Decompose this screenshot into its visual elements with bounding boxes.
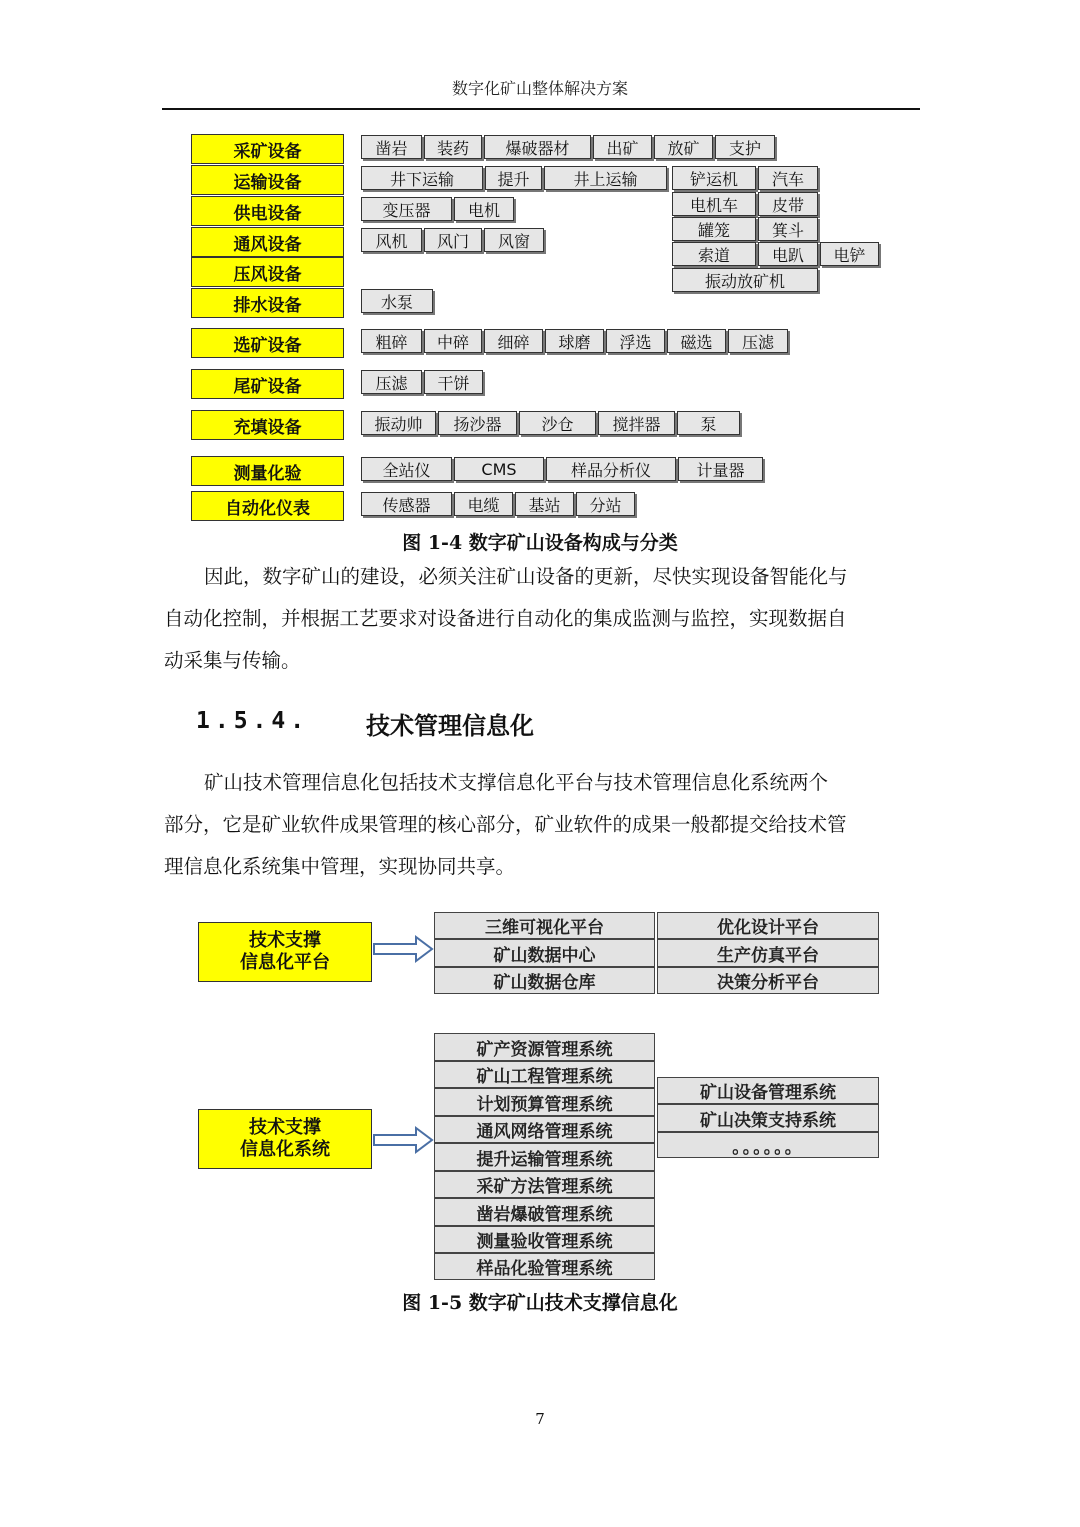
category-ventilation: 通风设备 [191,227,344,257]
item-cell: 电趴 [758,242,818,266]
system-item: 矿山工程管理系统 [434,1061,655,1088]
platform-item: 矿山数据仓库 [434,967,655,994]
section-number: 1.5.4. [196,708,310,734]
category-automation: 自动化仪表 [191,491,344,521]
platform-item: 优化设计平台 [657,912,879,939]
item-cell: 井上运输 [544,166,667,190]
item-cell: 汽车 [758,166,818,190]
system-item: 提升运输管理系统 [434,1143,655,1171]
item-cell: 井下运输 [361,166,483,190]
item-cell: 爆破器材 [484,135,591,159]
system-box [198,1109,372,1169]
category-compressed-air: 压风设备 [191,257,344,287]
system-line: 技术支撑 [249,1117,321,1138]
item-cell: 粗碎 [361,329,422,353]
item-cell: 提升 [485,166,542,190]
item-cell: 球磨 [545,329,604,353]
item-cell: 索道 [672,242,756,266]
item-cell: 中碎 [424,329,482,353]
item-cell: 压滤 [361,370,422,394]
category-tailings: 尾矿设备 [191,369,344,399]
item-cell: 基站 [515,492,574,516]
platform-item: 决策分析平台 [657,967,879,994]
platform-item: 生产仿真平台 [657,939,879,967]
item-cell: 电铲 [820,242,879,266]
item-cell: 放矿 [654,135,713,159]
system-item: 采矿方法管理系统 [434,1171,655,1198]
section-title: 技术管理信息化 [366,712,534,740]
paragraph [164,556,920,682]
system-item: 凿岩爆破管理系统 [434,1198,655,1226]
paragraph-line: 矿山技术管理信息化包括技术支撑信息化平台与技术管理信息化系统两个 [204,771,829,794]
item-cell: 支护 [715,135,775,159]
item-cell: 搅拌器 [598,411,675,435]
category-filling: 充填设备 [191,410,344,440]
paragraph-line: 自动化控制，并根据工艺要求对设备进行自动化的集成监测与监控，实现数据自 [164,607,847,630]
arrow-right-icon [372,934,436,964]
item-cell: 传感器 [361,492,452,516]
item-cell: 细碎 [484,329,543,353]
item-cell: 振动放矿机 [672,268,818,292]
item-cell: 振动帅 [361,411,436,435]
item-cell: 风窗 [484,228,544,252]
category-transport: 运输设备 [191,165,344,195]
category-dressing: 选矿设备 [191,328,344,358]
item-cell: 压滤 [728,329,788,353]
item-cell: 凿岩 [361,135,422,159]
item-cell: 变压器 [361,197,452,221]
item-cell: 磁选 [667,329,726,353]
header-rule [162,108,920,110]
item-cell: 干饼 [424,370,483,394]
figure-caption: 图 1-4 数字矿山设备构成与分类 [402,532,678,554]
system-item: 通风网络管理系统 [434,1116,655,1143]
system-item: 计划预算管理系统 [434,1088,655,1116]
paragraph [164,762,920,888]
paragraph-line: 理信息化系统集中管理，实现协同共享。 [164,855,516,878]
paragraph-line: 因此，数字矿山的建设，必须关注矿山设备的更新，尽快实现设备智能化与 [204,565,848,588]
item-cell: 分站 [576,492,635,516]
item-cell: 全站仪 [361,457,452,481]
category-mining: 采矿设备 [191,134,344,164]
category-drainage: 排水设备 [191,288,344,318]
platform-box [198,922,372,982]
item-cell: 罐笼 [672,217,756,241]
page-header: 数字化矿山整体解决方案 [451,79,628,98]
item-cell: 计量器 [678,457,763,481]
category-survey: 测量化验 [191,456,344,486]
category-power: 供电设备 [191,196,344,226]
item-cell: 皮带 [758,192,818,216]
system-line: 信息化系统 [240,1139,330,1160]
item-cell: 沙仓 [519,411,596,435]
system-item: 矿山设备管理系统 [657,1077,879,1104]
system-item: 矿产资源管理系统 [434,1033,655,1061]
platform-line: 技术支撑 [249,930,321,951]
item-cell: 电机车 [672,192,756,216]
arrow-right-icon [372,1125,436,1155]
item-cell: 电机 [454,197,514,221]
platform-item: 矿山数据中心 [434,939,655,967]
item-cell: 铲运机 [672,166,756,190]
item-cell: 浮选 [606,329,665,353]
system-item: 测量验收管理系统 [434,1226,655,1253]
item-cell: 装药 [424,135,482,159]
figure-caption: 图 1-5 数字矿山技术支撑信息化 [402,1292,678,1314]
paragraph-line: 部分，它是矿业软件成果管理的核心部分，矿业软件的成果一般都提交给技术管 [164,813,847,836]
paragraph-line: 动采集与传输。 [164,649,301,672]
platform-item: 三维可视化平台 [434,912,655,939]
item-cell: 电缆 [454,492,513,516]
item-cell: 风门 [424,228,482,252]
system-item: 样品化验管理系统 [434,1253,655,1280]
item-cell: 箕斗 [758,217,818,241]
item-cell: 扬沙器 [438,411,517,435]
item-cell: 水泵 [361,289,433,313]
item-cell: 泵 [677,411,740,435]
platform-line: 信息化平台 [240,952,330,973]
item-cell: 风机 [361,228,422,252]
page-number: 7 [535,1410,545,1428]
item-cell: 出矿 [593,135,652,159]
system-item: 矿山决策支持系统 [657,1104,879,1132]
item-cell: CMS [454,457,544,481]
item-cell: 样品分析仪 [546,457,676,481]
system-item-ellipsis: 。。。。。。 [657,1132,879,1158]
